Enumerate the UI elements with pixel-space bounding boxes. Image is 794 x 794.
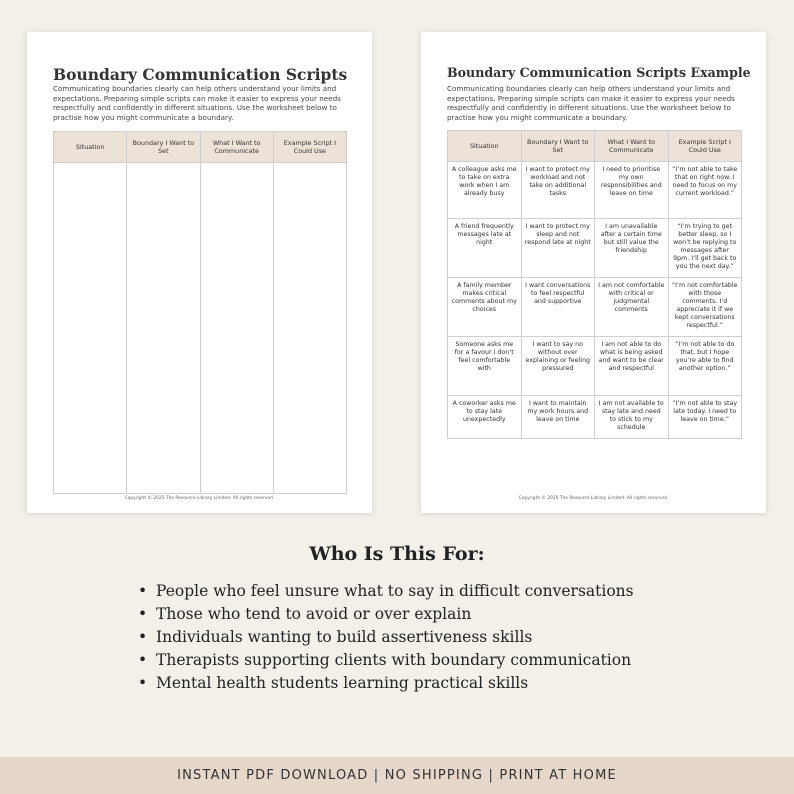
list-item-text: Those who tend to avoid or over explain — [156, 605, 472, 623]
situation-cell: A colleague asks me to take on extra work when I am already busy — [448, 162, 522, 219]
column-header-situation: Situation — [448, 131, 522, 162]
communicate-cell: I am not available to stay late and need to stick to my schedule — [595, 396, 669, 439]
blank-worksheet-table — [53, 131, 347, 494]
table-row — [448, 337, 742, 396]
example-worksheet-page — [421, 32, 766, 513]
script-cell: “I’m not able to stay late today. I need to leave on time.” — [668, 396, 742, 439]
footer-banner — [0, 757, 794, 794]
copyright-notice: Copyright © 2025 The Resource Library Limited. All rights reserved. — [124, 496, 275, 501]
column-header-boundary: Boundary I Want to Set — [521, 131, 595, 162]
communicate-cell: I am not able to do what is being asked and want to be clear and respectful — [595, 337, 669, 396]
situation-cell: Someone asks me for a favour I don’t feel comfortable with — [448, 337, 522, 396]
blank-cell — [273, 163, 346, 494]
example-worksheet-table — [447, 130, 742, 439]
list-item-text: Individuals wanting to build assertiveness skills — [156, 628, 533, 646]
boundary-cell: I want to say no without over explaining or feeling pressured — [521, 337, 595, 396]
worksheet-intro: Communicating boundaries clearly can help others understand your limits and expectations. Preparing simple scripts can make it easier to express your needs respectfully and confidently in different situations. Use the worksheet below to practise how you might communicate a boundary. — [447, 84, 735, 122]
column-header-boundary: Boundary I Want to Set — [127, 132, 200, 163]
list-item — [138, 603, 634, 626]
list-item-text: Therapists supporting clients with boundary communication — [156, 651, 632, 669]
who-for-heading: Who Is This For: — [309, 543, 485, 565]
column-header-situation: Situation — [54, 132, 127, 163]
table-row — [448, 278, 742, 337]
script-cell: “I’m not able to take that on right now. I need to focus on my current workload.” — [668, 162, 742, 219]
communicate-cell: I am unavailable after a certain time but still value the friendship — [595, 219, 669, 278]
worksheet-title: Boundary Communication Scripts Example — [447, 65, 751, 80]
list-item — [138, 580, 634, 603]
list-item — [138, 672, 634, 695]
list-item-text: Mental health students learning practical skills — [156, 674, 529, 692]
script-cell: “I’m not comfortable with those comments. I’d appreciate it if we kept conversations respectful.” — [668, 278, 742, 337]
blank-worksheet-page — [27, 32, 372, 513]
boundary-cell: I want to protect my sleep and not respond late at night — [521, 219, 595, 278]
communicate-cell: I need to prioritise my own responsibilities and leave on time — [595, 162, 669, 219]
bullet-icon: • — [138, 651, 148, 669]
worksheet-intro: Communicating boundaries clearly can help others understand your limits and expectations. Preparing simple scripts can make it easier to express your needs respectfully and confidently in different situations. Use the worksheet below to practise how you might communicate a boundary. — [53, 84, 341, 122]
table-row — [448, 162, 742, 219]
communicate-cell: I am not comfortable with critical or judgmental comments — [595, 278, 669, 337]
bullet-icon: • — [138, 674, 148, 692]
who-for-list — [138, 580, 634, 695]
worksheet-title: Boundary Communication Scripts — [53, 65, 348, 84]
copyright-notice: Copyright © 2025 The Resource Library Limited. All rights reserved. — [518, 496, 669, 501]
column-header-script: Example Script I Could Use — [668, 131, 742, 162]
table-row — [448, 219, 742, 278]
script-cell: “I’m trying to get better sleep, so I won’t be replying to messages after 9pm. I’ll get back to you the next day.” — [668, 219, 742, 278]
column-header-communicate: What I Want to Communicate — [200, 132, 273, 163]
blank-cell — [54, 163, 127, 494]
column-header-communicate: What I Want to Communicate — [595, 131, 669, 162]
situation-cell: A family member makes critical comments about my choices — [448, 278, 522, 337]
situation-cell: A coworker asks me to stay late unexpectedly — [448, 396, 522, 439]
table-row — [448, 396, 742, 439]
boundary-cell: I want to protect my workload and not take on additional tasks — [521, 162, 595, 219]
bullet-icon: • — [138, 582, 148, 600]
blank-cell — [127, 163, 200, 494]
situation-cell: A friend frequently messages late at night — [448, 219, 522, 278]
blank-cell — [200, 163, 273, 494]
footer-text: INSTANT PDF DOWNLOAD | NO SHIPPING | PRINT AT HOME — [177, 768, 617, 783]
bullet-icon: • — [138, 628, 148, 646]
list-item-text: People who feel unsure what to say in difficult conversations — [156, 582, 634, 600]
script-cell: “I’m not able to do that, but I hope you’re able to find another option.” — [668, 337, 742, 396]
boundary-cell: I want conversations to feel respectful and supportive — [521, 278, 595, 337]
column-header-script: Example Script I Could Use — [273, 132, 346, 163]
list-item — [138, 649, 634, 672]
boundary-cell: I want to maintain my work hours and leave on time — [521, 396, 595, 439]
bullet-icon: • — [138, 605, 148, 623]
list-item — [138, 626, 634, 649]
